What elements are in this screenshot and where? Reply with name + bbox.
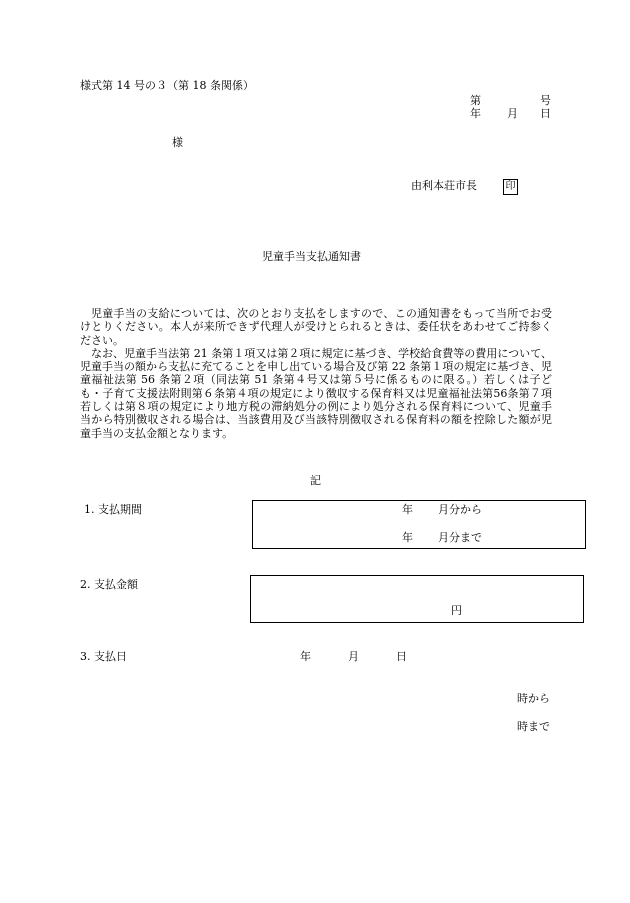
seal-mark: 印 [503, 179, 518, 195]
pay-date-month: 月 [348, 650, 359, 663]
issuer-name: 由利本荘市長 [411, 179, 477, 192]
body-paragraph-1: 児童手当の支給については、次のとおり支払をしますので、この通知書をもって当所でお受けとりください。本人が来所できず代理人が受けとられるときは、委任状をあわせてご持参ください。 [80, 307, 552, 347]
pay-date-year: 年 [300, 650, 311, 663]
pay-time-to: 時まで [517, 720, 550, 733]
doc-number-go: 号 [540, 94, 551, 107]
form-number: 様式第 14 号の３（第 18 条関係） [80, 79, 254, 92]
pay-date-day: 日 [396, 650, 407, 663]
amount-unit: 円 [451, 604, 462, 617]
period-to-month: 月分まで [438, 531, 482, 544]
body-text [80, 307, 552, 440]
ki-heading: 記 [310, 474, 321, 487]
item-date-label: 3. 支払日 [80, 650, 127, 663]
item-period-label: 1. 支払期間 [84, 503, 142, 516]
period-to-year: 年 [402, 531, 413, 544]
body-paragraph-2: なお、児童手当法第 21 条第１項又は第２項に規定に基づき、学校給食費等の費用について、児童手当の額から支払に充てることを申し出ている場合及び第 22 条第１項の規定に基づき、児童福祉法第 56 条第２項（同法第 51 条第４号又は第５号に係るものに限る。）若しくは子ども・子育て支援法附則第６条第４項の規定により徴収する保育料又は児童福祉法第56条第７項若しくは第８項の規定により地方税の滞納処分の例により処分される保育料について、児童手当から特別徴収される場合は、当該費用及び当該特別徴収される保育料の額を控除した額が児童手当の支払金額となります。 [80, 346, 552, 440]
period-from-month: 月分から [438, 503, 482, 516]
document-title: 児童手当支払通知書 [262, 250, 361, 263]
doc-number-dai: 第 [470, 94, 481, 107]
period-from-year: 年 [402, 503, 413, 516]
addressee-suffix: 様 [172, 136, 183, 149]
date-year: 年 [470, 107, 481, 120]
item-amount-label: 2. 支払金額 [80, 578, 138, 591]
date-day: 日 [540, 107, 551, 120]
period-box [252, 500, 586, 549]
date-month: 月 [507, 107, 518, 120]
amount-box [250, 575, 584, 623]
pay-time-from: 時から [517, 692, 550, 705]
